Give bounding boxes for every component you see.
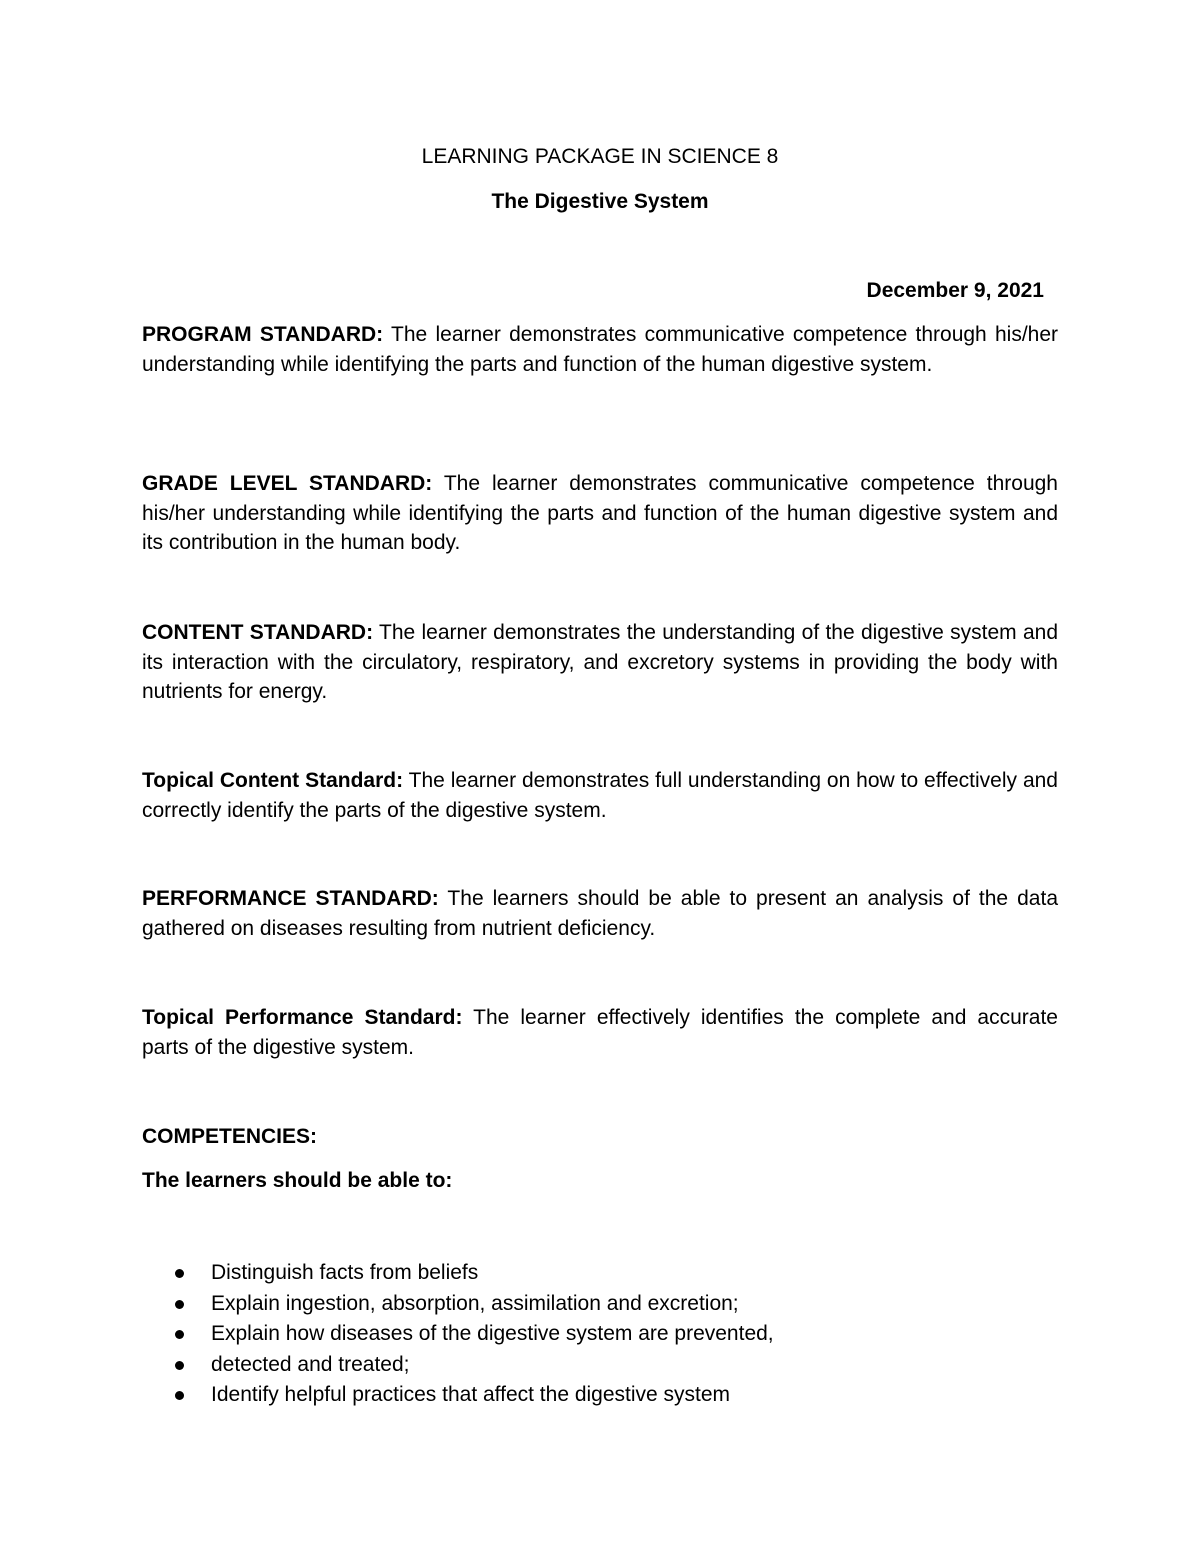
standard-label: CONTENT STANDARD: — [142, 621, 374, 644]
list-item-text: Explain ingestion, absorption, assimilation and excretion; — [211, 1291, 739, 1315]
standard-text: The learner demonstrates communicative competence through his/her understanding while identifying the parts and function of the human digestive system and its contribution in the human body. — [142, 472, 1058, 554]
standard-text: The learners should be able to present an analysis of the data gathered on diseases resulting from nutrient deficiency. — [142, 887, 1059, 940]
standard-label: GRADE LEVEL STANDARD: — [142, 472, 433, 495]
list-item-text: detected and treated; — [211, 1352, 410, 1376]
grade-level-standard — [142, 469, 1058, 558]
bullet-icon — [175, 1269, 184, 1278]
performance-standard — [142, 884, 1058, 943]
list-item-text: Distinguish facts from beliefs — [211, 1261, 479, 1284]
standard-label: PERFORMANCE STANDARD: — [142, 887, 439, 910]
standard-label: PROGRAM STANDARD: — [142, 323, 384, 346]
bullet-icon — [175, 1300, 184, 1309]
standard-label: Topical Content Standard: — [142, 769, 404, 792]
bullet-icon — [175, 1361, 184, 1370]
list-item-text: Explain how diseases of the digestive system are prevented, — [211, 1322, 774, 1345]
program-standard — [142, 320, 1058, 379]
document-subtitle: The Digestive System — [491, 190, 709, 213]
standard-label: Topical Performance Standard: — [142, 1006, 463, 1029]
standard-text: The learner demonstrates full understanding on how to effectively and correctly identify the parts of the digestive system. — [142, 769, 1058, 822]
standard-text: The learner demonstrates the understanding of the digestive system and its interaction with the circulatory, respiratory, and excretory systems in providing the body with nutrients for energy. — [142, 621, 1059, 703]
list-item-text: Identify helpful practices that affect the digestive system — [211, 1383, 731, 1406]
list-item — [142, 1289, 774, 1320]
standard-text: The learner demonstrates communicative competence through his/her understanding while identifying the parts and function of the human digestive system. — [142, 323, 1059, 376]
bullet-icon — [175, 1391, 184, 1400]
list-item — [142, 1380, 774, 1411]
document-date: December 9, 2021 — [866, 279, 1044, 302]
bullet-icon — [175, 1330, 184, 1339]
standard-text: The learner effectively identifies the complete and accurate parts of the digestive system. — [142, 1006, 1058, 1059]
list-item — [142, 1350, 774, 1381]
competencies-intro: The learners should be able to: — [142, 1169, 453, 1192]
topical-performance-standard — [142, 1003, 1058, 1062]
topical-content-standard — [142, 766, 1058, 825]
list-item — [142, 1258, 774, 1289]
competencies-list — [142, 1258, 774, 1411]
list-item — [142, 1319, 774, 1350]
competencies-heading: COMPETENCIES: — [142, 1125, 318, 1148]
document-title: LEARNING PACKAGE IN SCIENCE 8 — [421, 145, 779, 168]
content-standard — [142, 618, 1058, 707]
